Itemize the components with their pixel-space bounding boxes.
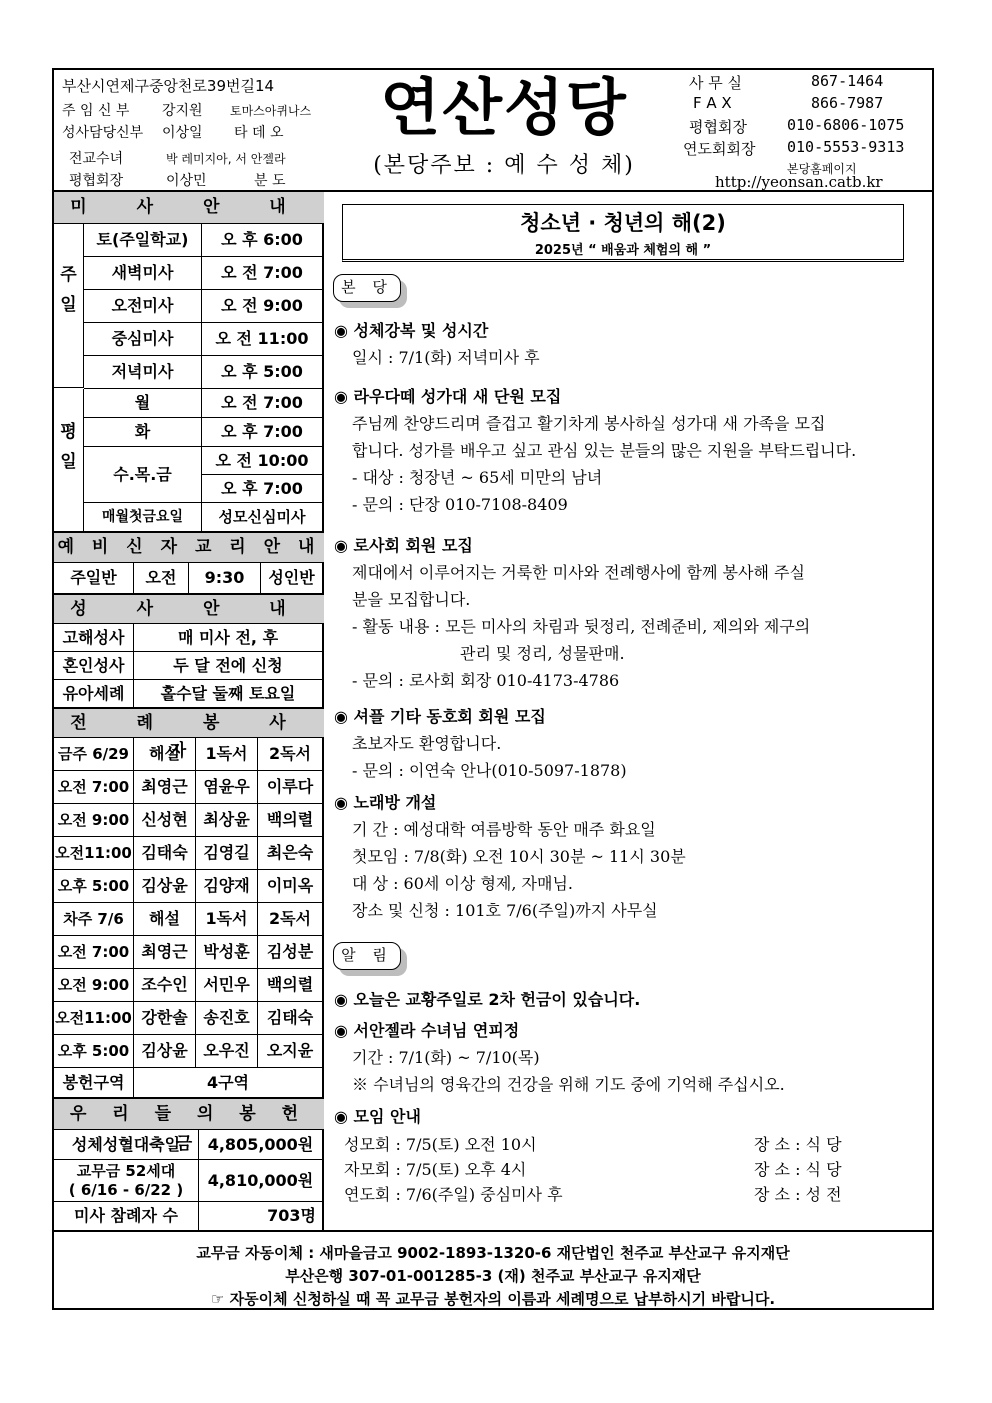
footer-line: ☞ 자동이체 신청하실 때 꼭 교무금 봉헌자의 이름과 세례명으로 납부하시기 바랍니다. bbox=[210, 1290, 776, 1308]
parish-info bbox=[54, 70, 324, 190]
server-name: 김영길 bbox=[196, 837, 258, 870]
attendance-label: 미사 참례자 수 bbox=[54, 1202, 199, 1230]
news-title: ◉ 셔플 기타 동호회 회원 모집 bbox=[334, 707, 546, 726]
parish-tag: 본 당 bbox=[333, 274, 401, 302]
sacrament-name: 고해성사 bbox=[54, 624, 134, 652]
mass-time: 오 후 7:00 bbox=[202, 475, 322, 503]
weekday-label: 평일 bbox=[54, 389, 84, 532]
theme-banner bbox=[342, 204, 904, 262]
server-name: 김상윤 bbox=[134, 870, 196, 903]
server-name: 김성분 bbox=[258, 936, 322, 969]
footer-line: 교무금 자동이체 : 새마을금고 9002-1893-1320-6 재단법인 천주교 부산교구 유지재단 bbox=[196, 1244, 790, 1262]
server-slot: 오전11:00 bbox=[54, 837, 134, 870]
mass-name: 저녁미사 bbox=[84, 356, 202, 389]
mass-time: 오 전 11:00 bbox=[202, 323, 322, 356]
servers-heading: 전 례 봉 사 자 bbox=[54, 708, 324, 738]
server-name: 이루다 bbox=[258, 771, 322, 804]
news-title: ◉ 라우다떼 성가대 새 단원 모집 bbox=[334, 387, 562, 406]
news-line: 첫모임 : 7/8(화) 오전 10시 30분 ~ 11시 30분 bbox=[352, 847, 686, 866]
pastor-name: 강지원 bbox=[162, 103, 203, 119]
contact-label: 평협회장 bbox=[689, 118, 747, 136]
meeting-where: 장 소 : 식 당 bbox=[754, 1135, 842, 1154]
server-slot: 금주 6/29 bbox=[54, 738, 134, 771]
server-slot: 오후 5:00 bbox=[54, 870, 134, 903]
mass-time: 오 후 6:00 bbox=[202, 224, 322, 257]
contact-label: F A X bbox=[693, 94, 732, 112]
server-name: 김태숙 bbox=[258, 1002, 322, 1035]
sacrament-value: 두 달 전에 신청 bbox=[134, 652, 322, 680]
news-line: - 문의 : 단장 010-7108-8409 bbox=[352, 495, 568, 514]
mass-time: 오 전 7:00 bbox=[202, 257, 322, 290]
contact-label: 사 무 실 bbox=[689, 74, 743, 92]
mass-time: 오 전 9:00 bbox=[202, 290, 322, 323]
server-slot: 차주 7/6 bbox=[54, 903, 134, 936]
server-slot: 오전 7:00 bbox=[54, 771, 134, 804]
server-name: 조수인 bbox=[134, 969, 196, 1002]
server-name: 1독서 bbox=[196, 738, 258, 771]
meeting-what: 연도회 : 7/6(주일) 중심미사 후 bbox=[344, 1185, 563, 1204]
mass-time: 성모신심미사 bbox=[202, 503, 322, 532]
server-name: 김태숙 bbox=[134, 837, 196, 870]
mass-time: 오 전 7:00 bbox=[202, 389, 322, 418]
parish-dues-value: 4,810,000원 bbox=[199, 1160, 322, 1202]
sacrament-name: 유아세례 bbox=[54, 680, 134, 708]
server-slot: 오전 9:00 bbox=[54, 969, 134, 1002]
catechumen-cell: 성인반 bbox=[261, 563, 322, 594]
mass-time: 오 후 5:00 bbox=[202, 356, 322, 389]
meeting-what: 성모회 : 7/5(토) 오전 10시 bbox=[344, 1135, 537, 1154]
homepage-label: 본당홈페이지 bbox=[787, 162, 857, 176]
server-name: 신성현 bbox=[134, 804, 196, 837]
sisters-label: 전교수녀 bbox=[69, 151, 124, 167]
contact-value: 867-1464 bbox=[811, 72, 884, 90]
offering-area-value: 4구역 bbox=[134, 1068, 322, 1098]
server-name: 해설 bbox=[134, 903, 196, 936]
news-line: 주님께 찬양드리며 즐겁고 활기차게 봉사하실 성가대 새 가족을 모집 bbox=[352, 414, 826, 433]
mass-name: 중심미사 bbox=[84, 323, 202, 356]
address: 부산시연제구중앙천로39번길14 bbox=[62, 77, 275, 95]
server-name: 오지윤 bbox=[258, 1035, 322, 1068]
mass-name: 토(주일학교) bbox=[84, 224, 202, 257]
news-line: - 대상 : 청장년 ~ 65세 미만의 남녀 bbox=[352, 468, 603, 487]
mass-name: 수.목.금 bbox=[84, 447, 202, 503]
news-title: ◉ 노래방 개설 bbox=[334, 793, 437, 812]
council-name: 이상민 bbox=[166, 173, 207, 189]
server-name: 송진호 bbox=[196, 1002, 258, 1035]
council-baptism: 분 도 bbox=[254, 173, 286, 189]
server-name: 이미옥 bbox=[258, 870, 322, 903]
mass-name: 화 bbox=[84, 418, 202, 447]
server-slot: 오전 9:00 bbox=[54, 804, 134, 837]
meeting-where: 장 소 : 식 당 bbox=[754, 1160, 842, 1179]
news-title: ◉ 로사회 회원 모집 bbox=[334, 536, 473, 555]
offering-area-label: 봉헌구역 bbox=[54, 1068, 134, 1098]
server-slot: 오후 5:00 bbox=[54, 1035, 134, 1068]
meeting-what: 자모회 : 7/5(토) 오후 4시 bbox=[344, 1160, 527, 1179]
footer-line: 부산은행 307-01-001285-3 (재) 천주교 부산교구 유지재단 bbox=[285, 1267, 701, 1285]
server-name: 1독서 bbox=[196, 903, 258, 936]
server-name: 염윤우 bbox=[196, 771, 258, 804]
news-title: ◉ 성체강복 및 성시간 bbox=[334, 321, 489, 340]
mass-time: 오 후 7:00 bbox=[202, 418, 322, 447]
mass-time: 오 전 10:00 bbox=[202, 447, 322, 475]
mass-name: 매월첫금요일 bbox=[84, 503, 202, 532]
banner-title: 청소년 · 청년의 해(2) bbox=[520, 211, 726, 235]
server-name: 백의렬 bbox=[258, 804, 322, 837]
server-name: 김상윤 bbox=[134, 1035, 196, 1068]
news-line: - 활동 내용 : 모든 미사의 차림과 뒷정리, 전례준비, 제의와 제구의 bbox=[352, 617, 811, 636]
assistant-baptism: 타 데 오 bbox=[234, 125, 284, 141]
offerings-heading: 우 리 들 의 봉 헌 금 bbox=[54, 1098, 324, 1130]
contact-label: 연도회회장 bbox=[683, 140, 756, 158]
server-name: 최상윤 bbox=[196, 804, 258, 837]
catechumen-heading: 예 비 신 자 교 리 안 내 bbox=[54, 532, 324, 563]
news-line: 장소 및 신청 : 101호 7/6(주일)까지 사무실 bbox=[352, 901, 658, 920]
page-title: 연산성당 bbox=[380, 71, 628, 144]
sacrament-name: 혼인성사 bbox=[54, 652, 134, 680]
parish-dues-label: 교무금 52세대 ( 6/16 - 6/22 ) bbox=[54, 1160, 199, 1202]
pastor-baptism: 토마스아퀴나스 bbox=[230, 104, 312, 118]
contact-value: 010-5553-9313 bbox=[787, 138, 905, 156]
server-name: 오우진 bbox=[196, 1035, 258, 1068]
server-name: 박성훈 bbox=[196, 936, 258, 969]
sacraments-heading: 성 사 안 내 bbox=[54, 594, 324, 624]
meeting-where: 장 소 : 성 전 bbox=[754, 1185, 842, 1204]
server-name: 서민우 bbox=[196, 969, 258, 1002]
notice-title: ◉ 모임 안내 bbox=[334, 1107, 421, 1126]
notice-title: ◉ 오늘은 교황주일로 2차 헌금이 있습니다. bbox=[334, 990, 641, 1009]
catechumen-cell: 주일반 bbox=[54, 563, 134, 594]
pastor-label: 주 임 신 부 bbox=[62, 103, 130, 119]
contact-value: 866-7987 bbox=[811, 94, 884, 112]
contact-value: 010-6806-1075 bbox=[787, 116, 905, 134]
sunday-label: 주일 bbox=[54, 224, 84, 388]
right-column bbox=[326, 192, 932, 1230]
server-name: 김양재 bbox=[196, 870, 258, 903]
news-line: 분을 모집합니다. bbox=[352, 590, 471, 609]
server-name: 최영근 bbox=[134, 771, 196, 804]
news-line: 관리 및 정리, 성물판매. bbox=[460, 644, 625, 663]
mass-name: 월 bbox=[84, 389, 202, 418]
news-line: - 문의 : 로사회 회장 010-4173-4786 bbox=[352, 671, 620, 690]
server-name: 2독서 bbox=[258, 903, 322, 936]
mass-name: 오전미사 bbox=[84, 290, 202, 323]
server-name: 2독서 bbox=[258, 738, 322, 771]
left-column bbox=[54, 192, 324, 1230]
server-name: 해설 bbox=[134, 738, 196, 771]
assistant-label: 성사담당신부 bbox=[62, 125, 144, 141]
server-slot: 오전 7:00 bbox=[54, 936, 134, 969]
mass-heading: 미 사 안 내 bbox=[54, 192, 324, 224]
notice-title: ◉ 서안젤라 수녀님 연피정 bbox=[334, 1021, 520, 1040]
sacrament-value: 매 미사 전, 후 bbox=[134, 624, 322, 652]
server-name: 최영근 bbox=[134, 936, 196, 969]
server-name: 백의렬 bbox=[258, 969, 322, 1002]
catechumen-cell: 오전 bbox=[134, 563, 189, 594]
page-subtitle: (본당주보 : 예 수 성 체) bbox=[373, 153, 635, 178]
server-name: 최은숙 bbox=[258, 837, 322, 870]
server-name: 강한솔 bbox=[134, 1002, 196, 1035]
news-line: - 문의 : 이연숙 안나(010-5097-1878) bbox=[352, 761, 627, 780]
catechumen-cell: 9:30 bbox=[189, 563, 261, 594]
header bbox=[54, 70, 932, 192]
news-line: 초보자도 환영합니다. bbox=[352, 734, 502, 753]
assistant-name: 이상일 bbox=[162, 125, 203, 141]
news-line: 대 상 : 60세 이상 형제, 자매님. bbox=[352, 874, 573, 893]
news-line: 제대에서 이루어지는 거룩한 미사와 전례행사에 함께 봉사해 주실 bbox=[352, 563, 805, 582]
bulletin-frame bbox=[52, 68, 934, 1310]
feast-offering-value: 4,805,000원 bbox=[199, 1130, 322, 1160]
server-slot: 오전11:00 bbox=[54, 1002, 134, 1035]
sacrament-value: 홀수달 둘째 토요일 bbox=[134, 680, 322, 708]
notice-line: ※ 수녀님의 영육간의 건강을 위해 기도 중에 기억해 주십시오. bbox=[352, 1075, 785, 1094]
footer bbox=[54, 1230, 932, 1308]
council-label: 평협회장 bbox=[69, 173, 124, 189]
notice-tag: 알 림 bbox=[333, 942, 401, 970]
masthead bbox=[354, 70, 654, 179]
notice-line: 기간 : 7/1(화) ~ 7/10(목) bbox=[352, 1048, 540, 1067]
news-line: 일시 : 7/1(화) 저녁미사 후 bbox=[352, 348, 540, 367]
mass-name: 새벽미사 bbox=[84, 257, 202, 290]
banner-subtitle: 2025년 “ 배움과 체험의 해 ” bbox=[534, 243, 712, 258]
news-line: 기 간 : 예성대학 여름방학 동안 매주 화요일 bbox=[352, 820, 656, 839]
homepage-link[interactable]: http://yeonsan.catb.kr bbox=[715, 173, 883, 191]
sisters-names: 박 레미지아, 서 안젤라 bbox=[166, 152, 286, 166]
news-line: 합니다. 성가를 배우고 싶고 관심 있는 분들의 많은 지원을 부탁드립니다. bbox=[352, 441, 857, 460]
feast-offering-label: 성체성혈대축일 bbox=[54, 1130, 199, 1160]
attendance-value: 703명 bbox=[267, 1206, 316, 1225]
